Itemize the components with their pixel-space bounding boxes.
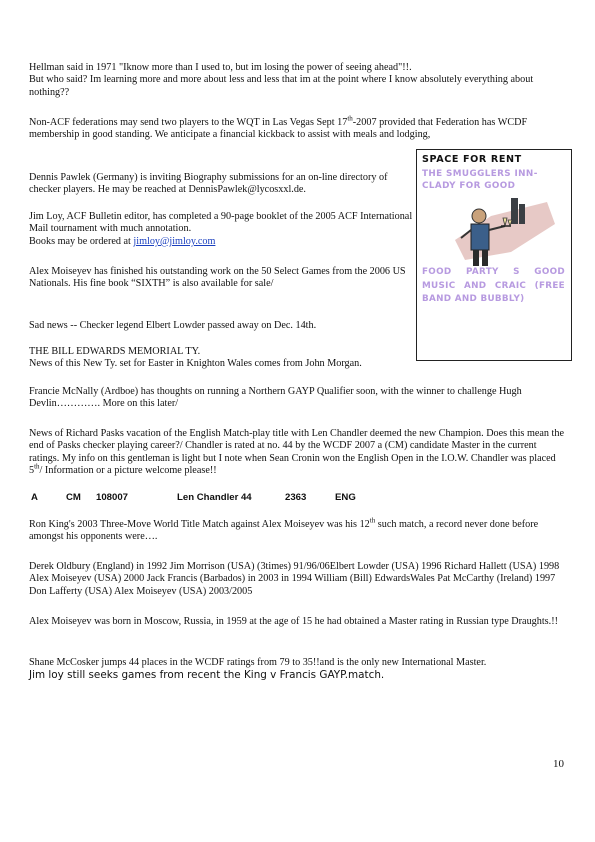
rating-grade: A [31, 492, 38, 503]
mccosker-text: Shane McCosker jumps 44 places in the WCDF ratings from 79 to 35!!and is the only new International Master. [29, 657, 487, 668]
paragraph-loy-booklet [29, 211, 414, 248]
advert-body: FOOD PARTY S GOOD MUSIC AND CRAIC (FREE BAND AND BUBBLY) [422, 267, 565, 304]
pask-text: News of Richard Pasks vacation of the English Match-play title with Len Chandler deemed the new Champion. Does this mean the end of Pasks checker playing career?/ Chandler is rated at no. 44 by the WCDF 2007 a (CM) candidate Master in the current ratings. My info on this gentleman is light but I note when Sean Cronin won the English Open in the I.O.W. Chandler was placed 5 [29, 428, 564, 477]
loy-email-link[interactable]: jimloy@jimloy.com [133, 235, 216, 247]
paragraph-wqt [29, 114, 569, 142]
rating-country: ENG [335, 492, 356, 503]
paragraph-opponents: Derek Oldbury (England) in 1992 Jim Morrison (USA) (3times) 91/96/06Elbert Lowder (USA) 1996 Richard Hallett (USA) 1998 Alex Moiseyev (USA) 2000 Jack Francis (Barbados) in 2003 in 1994 William (Bill) EdwardsWales Pat McCarthy (Ireland) 1997 Don Lafferty (USA) Alex Moiseyev (USA) 2003/2005 [29, 561, 560, 597]
paragraph-hellman [29, 62, 569, 99]
loy-gayp-text: Jim loy still seeks games from recent the King v Francis GAYP.match. [29, 669, 385, 682]
loy-booklet-text: Jim Loy, ACF Bulletin editor, has completed a 90-page booklet of the 2005 ACF International Mail tournament with much annotation. [29, 211, 413, 235]
hellman-question: But who said? Im learning more and more about less and less that im at the point where I know absolutely everything about nothing?? [29, 74, 534, 98]
wqt-text: Non-ACF federations may send two players to the WQT in Las Vegas Sept 17 [29, 117, 348, 128]
paragraph-moiseyev-born: Alex Moiseyev was born in Moscow, Russia, in 1959 at the age of 15 he had obtained a Master rating in Russian type Draughts.!! [29, 616, 558, 627]
paragraph-pask [29, 428, 569, 478]
rating-id: 108007 [96, 492, 129, 503]
pask-sup: th [34, 462, 40, 471]
edwards-heading: THE BILL EDWARDS MEMORIAL TY. [29, 346, 201, 357]
paragraph-mcnally: Francie McNally (Ardboe) has thoughts on running a Northern GAYP Qualifier soon, with the winner to challenge Hugh Devlin…………. More on this later/ [29, 386, 522, 410]
rating-name: Len Chandler 44 [177, 492, 252, 503]
paragraph-moiseyev-book: Alex Moiseyev has finished his outstanding work on the 50 Select Games from the 2006 US Nationals. His fine book “SIXTH” is also available for sale/ [29, 266, 406, 290]
paragraph-mccosker [29, 657, 569, 683]
hellman-quote: Hellman said in 1971 "Iknow more than I used to, but im losing the power of seeing ahead"!!. [29, 62, 412, 73]
page-number: 10 [553, 758, 564, 770]
rating-title: CM [66, 492, 81, 503]
wqt-sup: th [347, 114, 353, 123]
advert-title: SPACE FOR RENT [422, 154, 522, 165]
rating-value: 2363 [285, 492, 307, 503]
wqt-text-cont: -2007 provided that Federation has WCDF membership in good standing. We anticipate a financial kickback to assist with meals and lodging, [29, 117, 528, 141]
king-text-cont: such match, a record never done before amongst his opponents were…. [29, 519, 539, 543]
king-sup: th [369, 516, 376, 525]
paragraph-pawlek: Dennis Pawlek (Germany) is inviting Biography submissions for an on-line directory of checker players. He may be reached at DennisPawlek@lycosxxl.de. [29, 172, 388, 196]
pask-text-cont: / Information or a picture welcome please!! [39, 465, 217, 477]
loy-order-text: Books may be ordered at [29, 235, 134, 247]
paragraph-lowder: Sad news -- Checker legend Elbert Lowder passed away on Dec. 14th. [29, 320, 317, 331]
waiter-with-drinks-icon [451, 196, 563, 268]
advert-subtitle: THE SMUGGLERS INN-CLADY FOR GOOD [422, 169, 538, 191]
edwards-news: News of this New Ty. set for Easter in Knighton Wales comes from John Morgan. [29, 358, 362, 370]
advert-box [416, 149, 572, 361]
paragraph-ron-king [29, 516, 569, 544]
king-text: Ron King's 2003 Three-Move World Title Match against Alex Moiseyev was his 12 [29, 519, 370, 530]
